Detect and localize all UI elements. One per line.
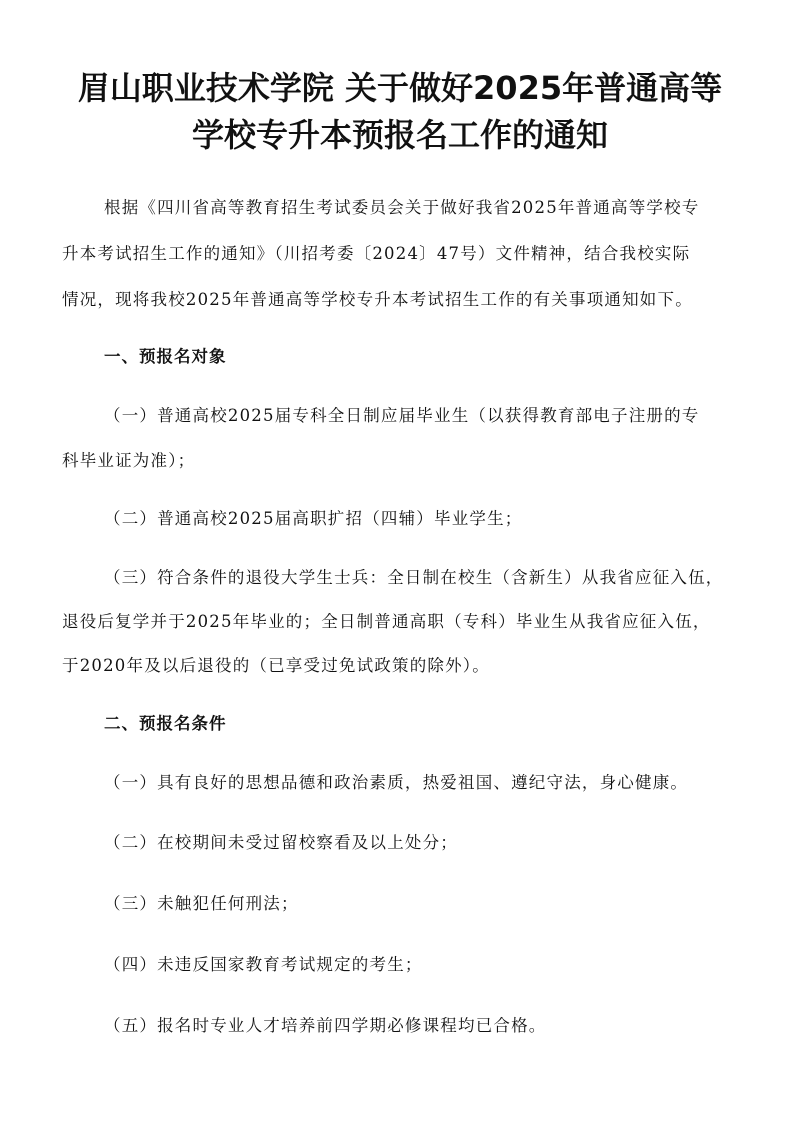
section-1-item-1-line-2: 科毕业证为准）； — [62, 451, 196, 470]
section-1-item-3-line-1: （三）符合条件的退役大学生士兵：全日制在校生（含新生）从我省应征入伍， — [104, 568, 724, 587]
section-2-item-5: （五）报名时专业人才培养前四学期必修课程均已合格。 — [104, 1016, 547, 1035]
section-2-item-3: （三）未触犯任何刑法； — [104, 894, 299, 913]
document-title-line-1: 眉山职业技术学院 关于做好2025年普通高等 — [77, 69, 723, 107]
intro-line-3: 情况，现将我校2025年普通高等学校专升本考试招生工作的有关事项通知如下。 — [62, 290, 693, 309]
section-2-item-4: （四）未违反国家教育考试规定的考生； — [104, 955, 423, 974]
section-1-item-2: （二）普通高校2025届高职扩招（四辅）毕业学生； — [104, 509, 523, 528]
section-1-heading: 一、预报名对象 — [104, 347, 227, 366]
intro-line-2: 升本考试招生工作的通知》（川招考委〔2024〕47号）文件精神，结合我校实际 — [62, 244, 691, 263]
intro-line-1: 根据《四川省高等教育招生考试委员会关于做好我省2025年普通高等学校专 — [104, 198, 700, 217]
section-2-item-2: （二）在校期间未受过留校察看及以上处分； — [104, 833, 458, 852]
section-1-item-1-line-1: （一）普通高校2025届专科全日制应届毕业生（以获得教育部电子注册的专 — [104, 406, 700, 425]
section-1-item-3-line-3: 于2020年及以后退役的（已享受过免试政策的除外）。 — [62, 656, 490, 675]
document-title-line-2: 学校专升本预报名工作的通知 — [191, 116, 608, 154]
section-1-item-3-line-2: 退役后复学并于2025年毕业的；全日制普通高职（专科）毕业生从我省应征入伍， — [62, 612, 711, 631]
section-2-heading: 二、预报名条件 — [104, 714, 227, 733]
section-2-item-1: （一）具有良好的思想品德和政治素质，热爱祖国、遵纪守法，身心健康。 — [104, 773, 689, 792]
